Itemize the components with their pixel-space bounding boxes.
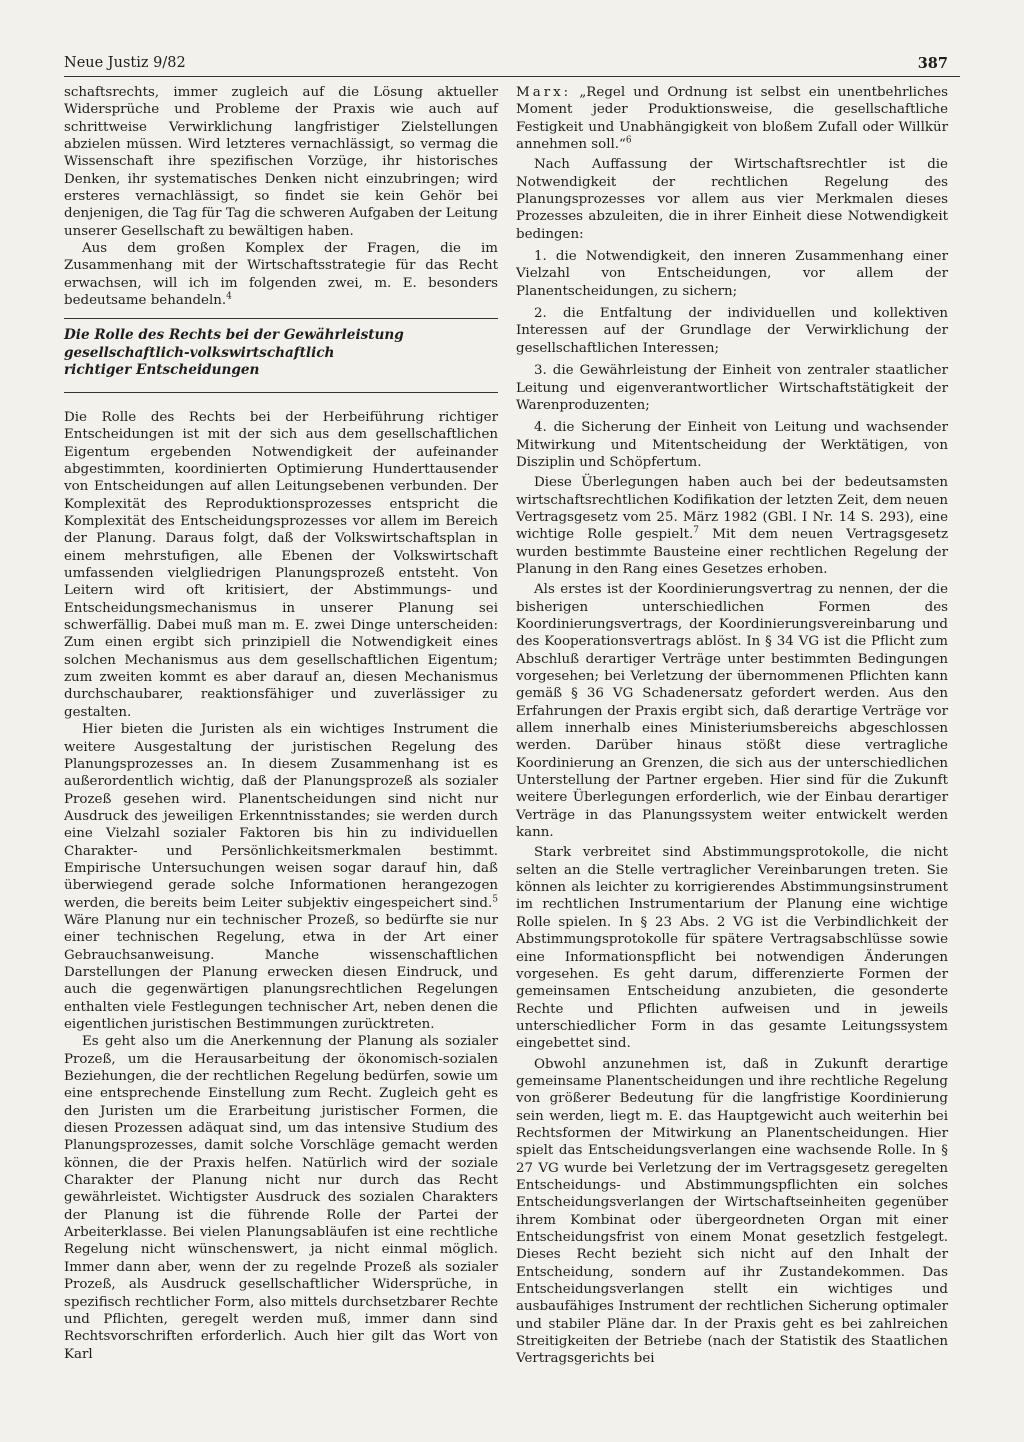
paragraph: Nach Auffassung der Wirtschaftsrechtler ist die Notwendigkeit der rechtlichen Regelung des Planungsprozesses vor allem aus vier Merkmalen dieses Prozesses abzuleiten, die in ihrer Einheit diese Notwendigkeit bedingen:	[516, 157, 948, 242]
paragraph: Es geht also um die Anerkennung der Planung als sozialer Prozeß, um die Herausarbeitung der ökonomisch-sozialen Beziehungen, die der rechtlichen Regelung bedürfen, sowie um eine entsprechende Einstellung zum Recht. Zugleich geht es den Juristen um die Erarbeitung juristischer Formen, die diesen Prozessen adäquat sind, um das intensive Studium des Planungsprozesses, damit solche Vorschläge gemacht werden können, die der Praxis helfen. Natürlich wird der soziale Charakter der Planung nicht nur durch das Recht gewährleistet. Wichtigster Ausdruck des sozialen Charakters der Planung ist die führende Rolle der Partei der Arbeiterklasse. Bei vielen Planungsabläufen ist eine rechtliche Regelung nicht wünschenswert, ja nicht einmal möglich. Immer dann aber, wenn der zu regelnde Prozeß als sozialer Prozeß, als Ausdruck gesellschaftlicher Widersprüche, in spezifisch rechtlicher Form, also mittels durchsetzbarer Rechte und Pflichten, geregelt werden muß, immer dann sind Rechtsvorschriften erforderlich. Auch hier gilt das Wort von Karl	[64, 1034, 498, 1362]
section-heading	[64, 318, 498, 393]
right-column	[516, 84, 948, 1368]
list-item: 3. die Gewährleistung der Einheit von zentraler staatlicher Leitung und eigenverantwortlicher Wirtschaftstätigkeit der Warenproduzenten;	[516, 363, 948, 413]
section-title-line: Die Rolle des Rechts bei der Gewährleistung	[64, 327, 404, 344]
journal-name: Neue Justiz 9/82	[64, 55, 186, 71]
paragraph-text: Mit dem neuen Vertragsgesetz wurden bestimmte Bausteine einer rechtlichen Regelung der Planung in den Rang eines Gesetzes erhoben.	[516, 527, 948, 577]
list-item: 2. die Entfaltung der individuellen und kollektiven Interessen auf der Grundlage der Verwirklichung der gesellschaftlichen Interessen;	[516, 306, 948, 356]
paragraph-text: Diese Überlegungen haben auch bei der bedeutsamsten wirtschaftsrechtlichen Kodifikation der letzten Zeit, dem neuen Vertragsgesetz vom 25. März 1982 (GBl. I Nr. 14 S. 293), eine wichtige Rolle gespielt.	[516, 475, 948, 543]
footnote-ref: 6	[625, 135, 632, 146]
paragraph-text: Hier bieten die Juristen als ein wichtiges Instrument die weitere Ausgestaltung der juristischen Regelung des Planungsprozesses an. In diesem Zusammenhang ist es außerordentlich wichtig, daß der Planungsprozeß als sozialer Prozeß gesehen wird. Planentscheidungen sind nicht nur Ausdruck des jeweiligen Erkenntnisstandes; sie werden durch eine Vielzahl sozialer Faktoren bis hin zu individuellen Charakter- und Persönlichkeitsmerkmalen bestimmt. Empirische Untersuchungen weisen sogar darauf hin, daß überwiegend gerade solche Informationen herangezogen werden, die bereits beim Leiter subjektiv eingespeichert sind.	[64, 722, 498, 911]
paragraph: Die Rolle des Rechts bei der Herbeiführung richtiger Entscheidungen ist mit der sich aus dem gesellschaftlichen Eigentum ergebenden Notwendigkeit der aufeinander abgestimmten, koordinierten Optimierung Hunderttausender von Entscheidungen auf allen Leitungsebenen verbunden. Der Komplexität des Reproduktionsprozesses entspricht die Komplexität des Entscheidungsprozesses vor allem im Bereich der Planung. Daraus folgt, daß der Volkswirtschaftsplan in einem mehrstufigen, alle Ebenen der Volkswirtschaft umfassenden vielgliedrigen Planungsprozeß entsteht. Von Leitern wird oft kritisiert, der Abstimmungs- und Entscheidungsmechanismus in unserer Planung sei schwerfällig. Dabei muß man m. E. zwei Dinge unterscheiden: Zum einen ergibt sich prinzipiell die Notwendigkeit eines solchen Mechanismus aus dem gesellschaftlichen Eigentum; zum zweiten kommt es aber darauf an, diesen Mechanismus durchschaubarer, reaktionsfähiger und zuverlässiger zu gestalten.	[64, 409, 498, 720]
paragraph: Stark verbreitet sind Abstimmungsprotokolle, die nicht selten an die Stelle vertraglicher Vereinbarungen treten. Sie können als leichter zu korrigierendes Abstimmungsinstrument im rechtlichen Instrumentarium der Planung eine wichtige Rolle spielen. In § 23 Abs. 2 VG ist die Verbindlichkeit der Abstimmungsprotokolle für spätere Vertragsabschlüsse sowie eine Informationspflicht bei notwendigen Änderungen vorgesehen. Es geht darum, differenzierte Formen der gemeinsamen Entscheidung anzubieten, die gesonderte Rechte und Pflichten aufweisen und in jeweils unterschiedlicher Form in das gesamte Leitungssystem eingebettet sind.	[516, 845, 948, 1052]
paragraph-text: Aus dem großen Komplex der Fragen, die im Zusammenhang mit der Wirtschaftsstrategie für das Recht erwachsen, will ich im folgenden zwei, m. E. besonders bedeutsame behandeln.	[64, 241, 498, 309]
list-item: 4. die Sicherung der Einheit von Leitung und wachsender Mitwirkung und Mitentscheidung der Werktätigen, von Disziplin und Schöpfertum.	[516, 420, 948, 470]
footnote-ref: 7	[693, 525, 699, 536]
paragraph	[64, 721, 498, 1033]
footnote-ref: 4	[226, 291, 232, 302]
section-title-line: richtiger Entscheidungen	[64, 362, 260, 379]
left-column	[64, 84, 498, 1363]
paragraph	[516, 474, 948, 578]
page-number: 387	[917, 55, 948, 72]
section-title-line: gesellschaftlich-volkswirtschaftlich	[64, 344, 335, 361]
paragraph	[64, 240, 498, 309]
quote-paragraph	[516, 84, 948, 153]
paragraph: Obwohl anzunehmen ist, daß in Zukunft derartige gemeinsame Planentscheidungen und ihre rechtliche Regelung von größerer Bedeutung für die langfristige Koordinierung sein werden, liegt m. E. das Hauptgewicht auch weiterhin bei Rechtsformen der Mitwirkung an Planentscheidungen. Hier spielt das Entscheidungsverlangen eine wachsende Rolle. In § 27 VG wurde bei Verletzung der im Vertragsgesetz geregelten Entscheidungs- und Abstimmungspflichten ein solches Entscheidungsverlangen der Wirtschaftseinheiten gegenüber ihrem Kombinat oder übergeordneten Organ mit einer Entscheidungsfrist von einem Monat gesetzlich festgelegt. Dieses Recht bezieht sich nicht auf den Inhalt der Entscheidung, sondern auf ihr Zustandekommen. Das Entscheidungsverlangen stellt ein wichtiges und ausbaufähiges Instrument der rechtlichen Sicherung optimaler und stabiler Pläne dar. In der Praxis geht es bei zahlreichen Streitigkeiten der Betriebe (nach der Statistik des Staatlichen Vertragsgerichts bei	[516, 1056, 948, 1367]
quote-author: Marx:	[516, 85, 572, 100]
paragraph-text: Wäre Planung nur ein technischer Prozeß, so bedürfte sie nur einer technischen Regelung, etwa in der Art einer Gebrauchsanweisung. Manche wissenschaftlichen Darstellungen der Planung erwecken diesen Eindruck, und auch die gegenwärtigen planungsrechtlichen Regelungen enthalten viele Festlegungen technischer Art, neben denen die eigentlichen juristischen Bestimmungen zurücktreten.	[64, 912, 498, 1032]
list-item: 1. die Notwendigkeit, den inneren Zusammenhang einer Vielzahl von Entscheidungen, vor allem der Planentscheidungen, zu sichern;	[516, 249, 948, 299]
page-header	[64, 55, 960, 79]
quote-text: „Regel und Ordnung ist selbst ein unentbehrliches Moment jeder Produktionsweise, die gesellschaftliche Festigkeit und Unabhängigkeit von bloßem Zufall oder Willkür annehmen soll.“	[516, 85, 948, 153]
header-rule	[64, 76, 960, 77]
paragraph: schaftsrechts, immer zugleich auf die Lösung aktueller Widersprüche und Probleme der Praxis wie auch auf schrittweise Verwirklichung langfristiger Zielstellungen abzielen müssen. Wird letzteres vernachlässigt, so vermag die Wissenschaft ihre spezifischen Vorzüge, ihr historisches Denken, ihr systematisches Denken nicht einzubringen; wird ersteres vernachlässigt, so findet sie kein Gehör bei denjenigen, die Tag für Tag die schweren Aufgaben der Leitung unserer Gesellschaft zu bewältigen haben.	[64, 85, 498, 239]
paragraph: Als erstes ist der Koordinierungsvertrag zu nennen, der die bisherigen unterschiedlichen Formen des Koordinierungsvertrags, der Koordinierungsvereinbarung und des Kooperationsvertrags ablöst. In § 34 VG ist die Pflicht zum Abschluß derartiger Verträge unter bestimmten Bedingungen vorgesehen; bei Verletzung der übernommenen Pflichten kann gemäß § 36 VG Schadenersatz gefordert werden. Aus den Erfahrungen der Praxis ergibt sich, daß derartige Verträge vor allem innerhalb eines Ministeriumsbereichs abgeschlossen werden. Darüber hinaus stößt diese vertragliche Koordinierung an Grenzen, die sich aus der unterschiedlichen Unterstellung der Partner ergeben. Hier sind für die Zukunft weitere Überlegungen erforderlich, wie der Einbau derartiger Verträge in das Planungssystem weiter entwickelt werden kann.	[516, 582, 948, 841]
footnote-ref: 5	[492, 894, 498, 905]
